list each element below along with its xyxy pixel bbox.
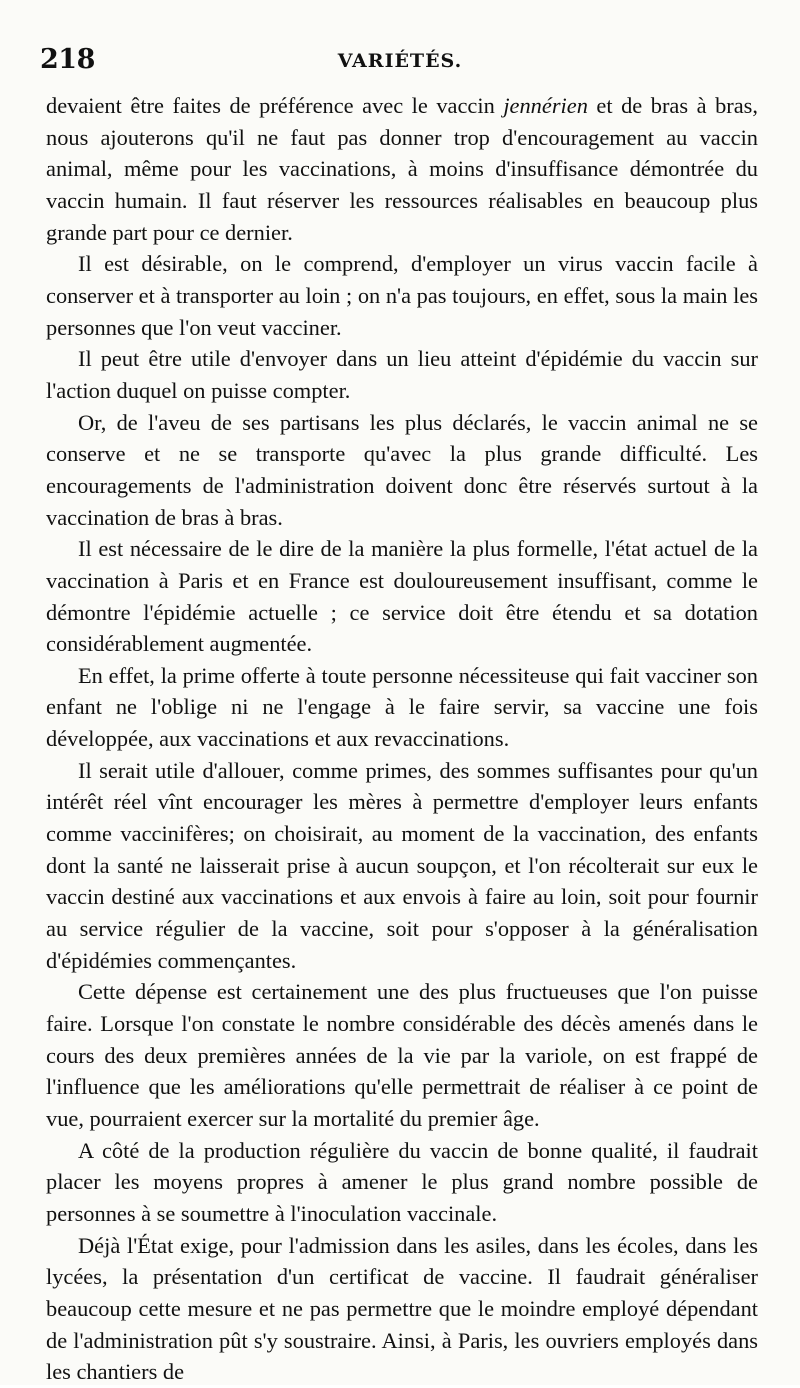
- paragraph-7: Il serait utile d'allouer, comme primes, des sommes suffisantes pour qu'un intérêt réel vînt encourager les mères à permettre d'employer leurs enfants comme vaccinifères; on choisirait, au moment de la vaccination, des enfants dont la santé ne laisserait prise à aucun soupçon, et l'on récolterait sur eux le vaccin destiné aux vaccinations et aux envois à faire au loin, soit pour fournir au service régulier de la vaccine, soit pour s'opposer à la généralisation d'épidémies commençantes.: [46, 757, 758, 973]
- paragraph-4: Or, de l'aveu de ses partisans les plus déclarés, le vaccin animal ne se conserve et ne se transporte qu'avec la plus grande difficulté. Les encouragements de l'administration doivent donc être réservés surtout à la vaccination de bras à bras.: [46, 409, 758, 530]
- paragraph-6: En effet, la prime offerte à toute personne nécessiteuse qui fait vacciner son enfant ne l'oblige ni ne l'engage à le faire servir, sa vaccine une fois développée, aux vaccinations et aux revaccinations.: [46, 662, 758, 752]
- paragraph-5: Il est nécessaire de le dire de la manière la plus formelle, l'état actuel de la vaccination à Paris et en France est douloureusement insuffisant, comme le démontre l'épidémie actuelle ; ce service doit être étendu et sa dotation considérablement augmentée.: [46, 536, 758, 657]
- page-header: [40, 44, 760, 74]
- paragraph-2: Il est désirable, on le comprend, d'employer un virus vaccin facile à conserver et à transporter au loin ; on n'a pas toujours, en effet, sous la main les personnes que l'on veut vacciner.: [46, 251, 758, 340]
- italic-term: jennérien: [503, 93, 588, 118]
- paragraph-3: Il peut être utile d'envoyer dans un lieu atteint d'épidémie du vaccin sur l'action duquel on puisse compter.: [46, 346, 758, 403]
- paragraph-1: devaient être faites de préférence avec le vaccin jennérien et de bras à bras, nous ajouterons qu'il ne faut pas donner trop d'encouragement au vaccin animal, même pour les vaccinations, à moins d'insuffisance démontrée du vaccin humain. Il faut réserver les ressources réalisables en beaucoup plus grande part pour ce dernier.: [46, 93, 758, 245]
- paragraph-9: A côté de la production régulière du vaccin de bonne qualité, il faudrait placer les moyens propres à amener le plus grand nombre possible de personnes à se soumettre à l'inoculation vaccinale.: [46, 1137, 758, 1226]
- paragraph-10: Déjà l'État exige, pour l'admission dans les asiles, dans les écoles, dans les lycées, la présentation d'un certificat de vaccine. Il faudrait généraliser beaucoup cette mesure et ne pas permettre que le moindre employé dépendant de l'administration pût s'y soustraire. Ainsi, à Paris, les ouvriers employés dans les chantiers de: [46, 1232, 758, 1385]
- body-text: [46, 90, 758, 1388]
- page-number: 218: [40, 44, 95, 75]
- paragraph-8: Cette dépense est certainement une des plus fructueuses que l'on puisse faire. Lorsque l'on constate le nombre considérable des décès amenés dans le cours des deux premières années de la vie par la variole, on est frappé de l'influence que les améliorations qu'elle permettrait de réaliser à ce point de vue, pourraient exercer sur la mortalité du premier âge.: [46, 979, 758, 1131]
- running-title: VARIÉTÉS.: [337, 50, 463, 72]
